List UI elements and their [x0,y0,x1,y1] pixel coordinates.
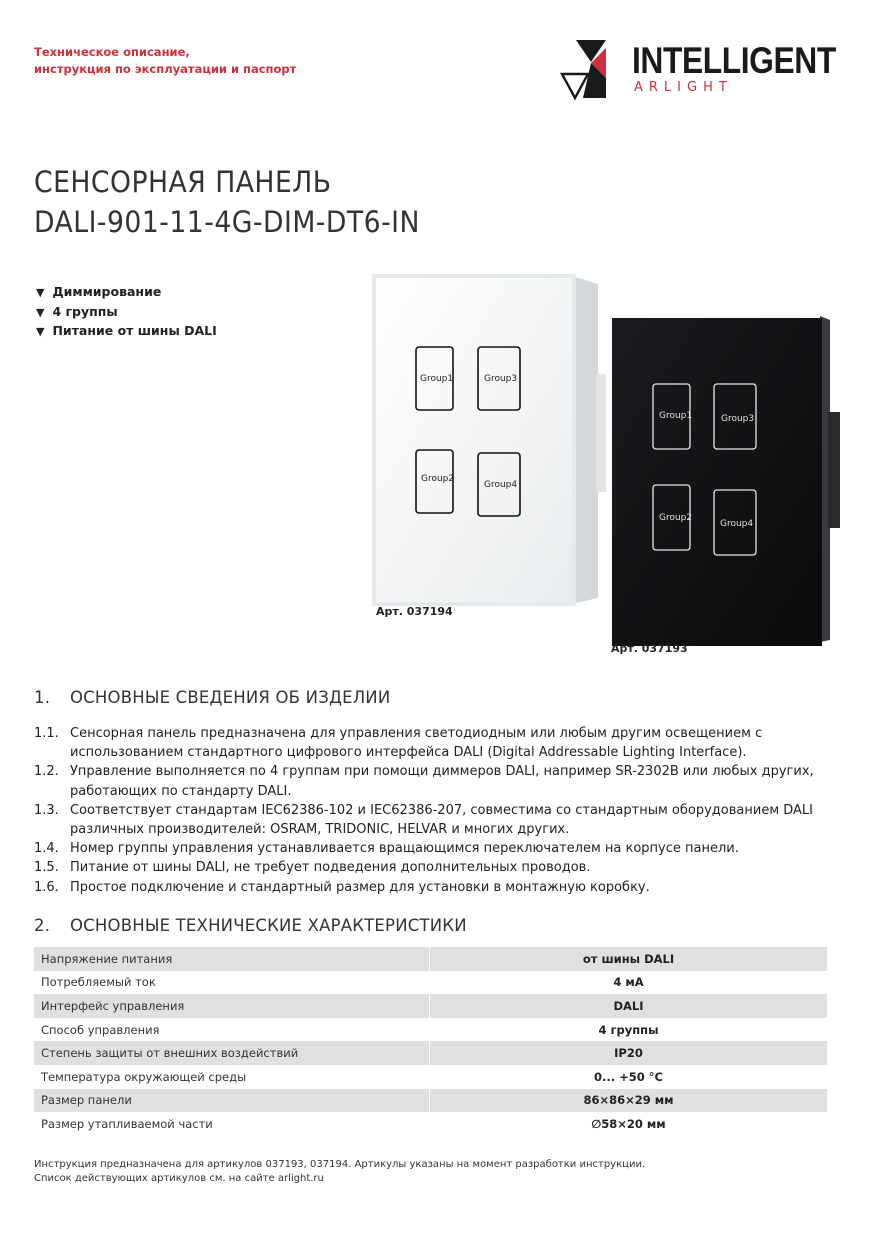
spec-label: Степень защиты от внешних воздействий [34,1041,430,1065]
spec-value: 4 группы [430,1018,828,1042]
white-label-group1: Group1 [420,374,454,384]
document-type-line2: инструкция по эксплуатации и паспорт [34,62,297,76]
list-item: 1.2. Управление выполняется по 4 группам при помощи диммеров DALI, например SR-2302B или любых других, работающих по стандарту DALI. [34,764,814,799]
section1-title: ОСНОВНЫЕ СВЕДЕНИЯ ОБ ИЗДЕЛИИ [70,688,391,707]
title-line1: СЕНСОРНАЯ ПАНЕЛЬ [34,165,332,199]
brand-subname: ARLIGHT [634,80,733,95]
brand-name: INTELLIGENT [632,40,836,81]
spec-value: от шины DALI [430,947,828,971]
table-row [34,1112,827,1136]
spec-value: DALI [430,994,828,1018]
spec-value: 86×86×29 мм [430,1089,828,1113]
feature-item: ▼ Питание от шины DALI [36,322,217,342]
spec-label: Напряжение питания [34,947,430,971]
table-row [34,1089,827,1113]
triangle-down-icon: ▼ [36,325,45,338]
spec-label: Размер утапливаемой части [41,1116,213,1131]
document-type [34,44,296,78]
brand-logo-icon [558,40,624,102]
black-label-group3: Group3 [721,414,755,424]
article-black: Арт. 037193 [611,642,688,655]
white-label-group4: Group4 [484,480,518,490]
footer-line1: Инструкция предназначена для артикулов 037193, 037194. Артикулы указаны на момент разработки инструкции. [34,1159,646,1170]
table-row [34,947,827,971]
section1-list [34,724,834,897]
page-title [34,162,420,242]
black-label-group1: Group1 [659,411,693,421]
document-type-line1: Техническое описание, [34,45,190,59]
spec-value: 4 мА [430,971,828,995]
table-row [34,1065,827,1089]
spec-label: Интерфейс управления [34,994,430,1018]
spec-value: 0... +50 °С [430,1065,828,1089]
footer-note [34,1158,645,1186]
white-label-group2: Group2 [421,474,455,484]
list-item: 1.1. Сенсорная панель предназначена для управления светодиодным или любым другим освещением с использованием стандартного цифрового интерфейса DALI (Digital Addressable Lighting Interface). [34,726,763,761]
title-line2: DALI-901-11-4G-DIM-DT6-IN [34,205,420,239]
section1-number: 1. [34,688,51,707]
black-label-group2: Group2 [659,513,693,523]
feature-item: ▼ 4 группы [36,303,217,323]
spec-value: IP20 [430,1041,828,1065]
section2-number: 2. [34,916,51,935]
spec-label: Размер панели [34,1089,430,1113]
triangle-down-icon: ▼ [36,305,45,319]
list-item: 1.6. Простое подключение и стандартный размер для установки в монтажную коробку. [34,879,650,895]
black-label-group4: Group4 [720,519,754,529]
spec-label: Способ управления [41,1022,160,1037]
table-row [34,971,827,995]
section2-heading [34,916,467,935]
footer-line2: Список действующих артикулов см. на сайте arlight.ru [34,1173,324,1184]
table-row [34,1018,827,1042]
triangle-down-icon: ▼ [36,286,45,299]
list-item: 1.4. Номер группы управления устанавливается вращающимся переключателем на корпусе панели. [34,841,739,857]
product-illustration [360,262,850,652]
white-label-group3: Group3 [484,374,518,384]
section2-title: ОСНОВНЫЕ ТЕХНИЧЕСКИЕ ХАРАКТЕРИСТИКИ [70,916,467,935]
spec-label: Потребляемый ток [41,975,156,990]
list-item: 1.3. Соответствует стандартам IEC62386-102 и IEC62386-207, совместима со стандартным оборудованием DALI различных производителей: OSRAM, TRIDONIC, HELVAR и многих других. [34,802,814,838]
table-row [34,994,827,1018]
table-row [34,1041,827,1065]
feature-list [36,283,217,342]
spec-label: Температура окружающей среды [41,1069,247,1084]
list-item: 1.5. Питание от шины DALI, не требует подведения дополнительных проводов. [34,860,591,876]
spec-value: ∅58×20 мм [430,1112,828,1136]
spec-table [34,947,827,1136]
article-white: Арт. 037194 [376,605,453,618]
section1-heading [34,688,390,707]
feature-item: ▼ Диммирование [36,283,217,303]
